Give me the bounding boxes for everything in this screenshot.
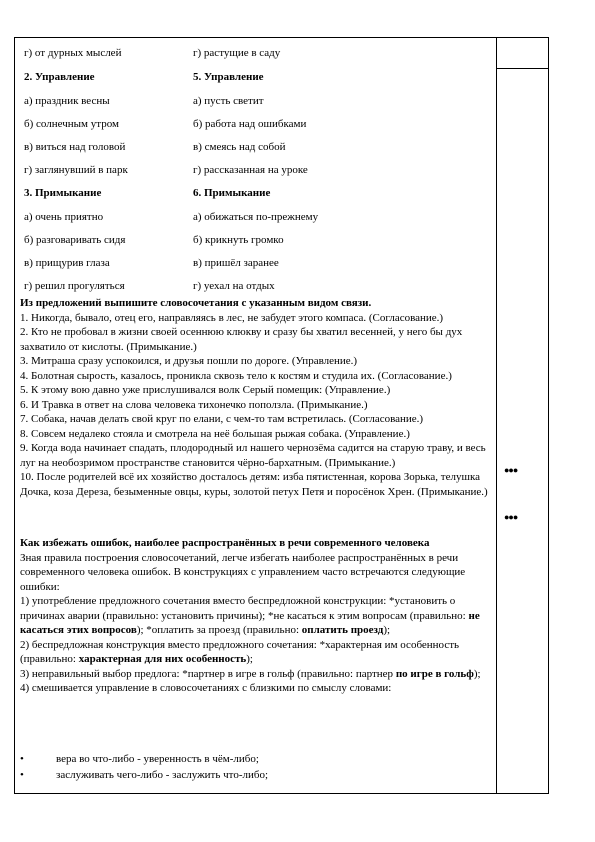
sentence: 5. К этому вою давно уже прислушивался волк Серый помещик: (Управление.) <box>20 384 391 396</box>
sentence: 9. Когда вода начинает спадать, плодородный ил нашего чернозёма садится на старую траву, и весь луг на необозримом пространстве становится чёрно-бархатным. (Примыкание.) <box>20 442 486 469</box>
task-block <box>20 296 495 499</box>
column-divider <box>496 37 497 794</box>
sentence: 3. Митраша сразу успокоился, и друзья пошли по дороге. (Управление.) <box>20 355 358 367</box>
option-right: а) обижаться по-прежнему <box>193 211 319 223</box>
option-right: б) работа над ошибками <box>193 118 307 130</box>
option-left: в) виться над головой <box>24 141 126 153</box>
option-right: г) уехал на отдых <box>193 280 275 292</box>
errors-block <box>20 536 495 696</box>
option-left: в) прищурив глаза <box>24 257 110 269</box>
task-title: Из предложений выпишите словосочетания с указанным видом связи. <box>20 297 372 309</box>
option-left: а) очень приятно <box>24 211 104 223</box>
sentence: 7. Собака, начав делать свой круг по елани, с чем-то там встретилась. (Согласование.) <box>20 413 424 425</box>
bullet-item: • заслуживать чего-либо - заслужить что-либо; <box>20 769 269 781</box>
option-left: б) разговаривать сидя <box>24 234 126 246</box>
sentence: 10. После родителей всё их хозяйство досталось детям: изба пятистенная, корова Зорька, телушка Дочка, коза Дереза, безыменные овцы, куры, золотой петух Петя и поросёнок Хрен. (Примыкание.) <box>20 471 488 498</box>
bullet-item: • вера во что-либо - уверенность в чём-либо; <box>20 753 259 765</box>
option-left: б) солнечным утром <box>24 118 119 130</box>
side-marker-icon: ●●● <box>504 512 518 522</box>
errors-intro: Зная правила построения словосочетаний, легче избегать наиболее распространённых в речи современного человека ошибок. В конструкциях с управлением часто встречаются следующие ошибки: <box>20 551 466 593</box>
group-heading-left: 2. Управление <box>24 71 95 83</box>
side-column-header-line <box>497 68 549 69</box>
side-marker-icon: ●●● <box>504 465 518 475</box>
option-right: г) растущие в саду <box>193 47 281 59</box>
errors-title: Как избежать ошибок, наиболее распространённых в речи современного человека <box>20 537 430 549</box>
option-right: г) рассказанная на уроке <box>193 164 308 176</box>
bullet-icon: • <box>20 753 24 765</box>
option-right: а) пусть светит <box>193 95 264 107</box>
option-left: г) от дурных мыслей <box>24 47 122 59</box>
option-left: г) решил прогуляться <box>24 280 125 292</box>
bullet-icon: • <box>20 769 24 781</box>
sentence: 2. Кто не пробовал в жизни своей осеннюю клюкву и сразу бы хватил весенней, у него бы дух захватило от кислоты. (Примыкание.) <box>20 326 463 353</box>
group-heading-left: 3. Примыкание <box>24 187 102 199</box>
option-right: б) крикнуть громко <box>193 234 284 246</box>
sentence: 6. И Травка в ответ на слова человека тихонечко поползла. (Примыкание.) <box>20 398 368 411</box>
group-heading-right: 6. Примыкание <box>193 187 271 199</box>
error-item-4: 4) смешивается управление в словосочетаниях с близкими по смыслу словами: <box>20 682 392 694</box>
sentence: 1. Никогда, бывало, отец его, направляясь в лес, не забудет этого компаса. (Согласование.) <box>20 311 444 324</box>
option-right: в) пришёл заранее <box>193 257 279 269</box>
sentence: 8. Совсем недалеко стояла и смотрела на неё большая рыжая собака. (Управление.) <box>20 427 410 440</box>
group-heading-right: 5. Управление <box>193 71 264 83</box>
option-left: а) праздник весны <box>24 95 110 107</box>
error-item-2: 2) беспредложная конструкция вместо предложного сочетания: *характерная им особенность (правильно: характерная для них особенность); <box>20 638 460 665</box>
error-item-1: 1) употребление предложного сочетания вместо беспредложной конструкции: *установить о причинах аварии (правильно: установить причины); *не касаться к этим вопросам (правильно: не касаться этих вопросов); *оплатить за проезд (правильно: оплатить проезд); <box>20 595 480 636</box>
sentence: 4. Болотная сырость, казалось, проникла сквозь тело к костям и студила их. (Согласование.) <box>20 369 452 382</box>
option-left: г) заглянувший в парк <box>24 164 128 176</box>
option-right: в) смеясь над собой <box>193 141 286 153</box>
error-item-3: 3) неправильный выбор предлога: *партнер в игре в гольф (правильно: партнер по игре в гольф); <box>20 667 481 680</box>
